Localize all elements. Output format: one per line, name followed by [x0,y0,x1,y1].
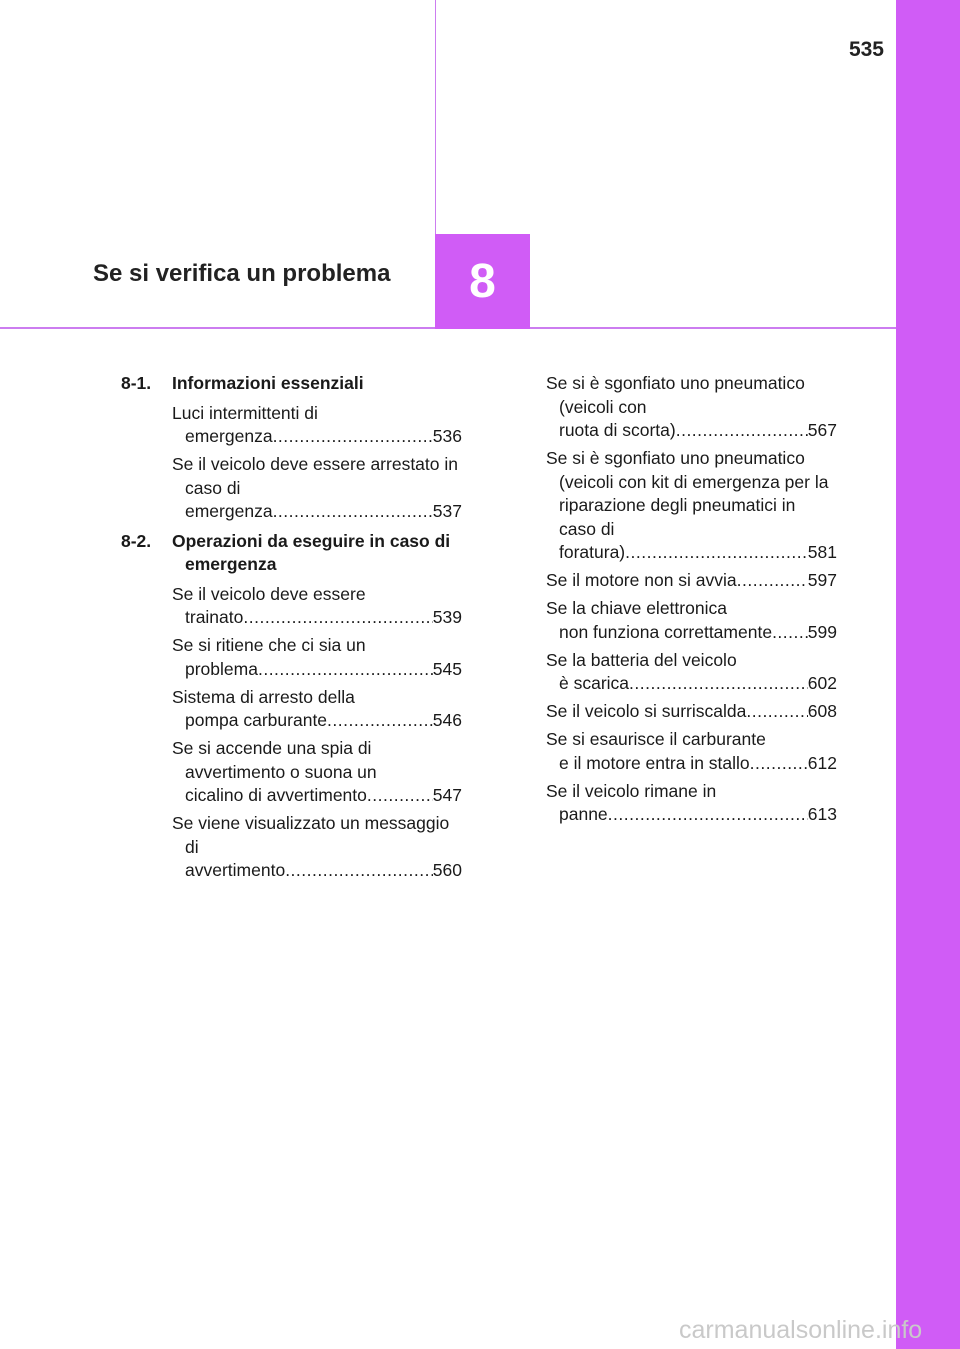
page-number: 535 [848,38,884,61]
toc-entry-line: Se la batteria del veicolo [546,649,737,670]
leader-dots [625,541,808,565]
toc-entry-line: Sistema di arresto della [172,686,355,707]
toc-entry-leader [172,784,462,808]
leader-dots [629,672,808,696]
toc-page-number: 546 [432,710,462,730]
toc-column-left [121,372,462,887]
toc-section-heading [121,530,462,577]
toc-entry-line: cicalino di avvertimento [185,785,367,805]
toc-entry-line: Se il veicolo deve essere [172,583,366,604]
toc-entry-leader [546,541,837,565]
leader-dots [258,658,433,682]
toc-entry-text [546,372,837,419]
toc-entry-leader [546,419,837,443]
toc-entry-line: Luci intermittenti di [172,402,318,423]
chapter-side-tab [896,0,960,1349]
toc-entry-line: messaggio di [185,813,450,857]
toc-entry-line: problema [185,658,258,679]
toc-entry-line: avvertimento o suona un [185,761,377,782]
toc-entry[interactable] [546,597,837,644]
toc-page-number: 547 [432,785,462,805]
toc-entry-line: pneumatico (veicoli con [559,373,805,417]
toc-entry[interactable] [546,569,837,593]
toc-entry-line: ruota di scorta) [559,420,676,440]
toc-section-heading [121,372,462,396]
toc-entry-leader [546,621,837,645]
toc-entry-leader [172,425,462,449]
toc-entry-leader [172,859,462,883]
toc-entry-line: riparazione degli [559,495,688,515]
toc-page-number: 539 [432,607,462,627]
toc-entry[interactable] [546,728,837,775]
toc-entry-line: Se si accende una spia di [172,738,372,758]
section-title: Operazioni da eseguire in caso di emergenza [172,530,451,574]
section-number: 8-2. [121,530,152,551]
leader-dots [772,621,808,645]
toc-page-number: 613 [807,804,837,824]
toc-entry-text [546,447,837,541]
toc-entry[interactable] [121,686,462,733]
toc-entry-line: panne [559,804,608,824]
toc-entry-leader [172,658,462,682]
chapter-number-box [435,234,530,329]
toc-page-number: 612 [807,752,837,773]
toc-entry-line: di emergenza per la [673,471,829,492]
toc-entry[interactable] [121,402,462,449]
leader-dots [746,700,807,724]
toc-entry-line: Se si esaurisce il carburante [546,729,766,749]
toc-entry[interactable] [121,737,462,808]
toc-entry-leader [172,709,462,733]
toc-entry-leader [546,803,837,827]
toc-entry[interactable] [121,453,462,524]
toc-entry[interactable] [546,780,837,827]
toc-entry-line: arrestato in caso di [185,454,458,498]
leader-dots [285,859,433,883]
leader-dots [273,500,433,524]
toc-entry-line: Se si ritiene che ci sia un [172,635,366,655]
toc-entry-line: Se il veicolo deve essere [172,454,366,474]
toc-entry-text [172,453,462,500]
toc-entry-leader [546,672,837,696]
toc-page-number: 599 [807,621,837,642]
toc-page-number: 560 [432,860,462,880]
toc-entry-leader [546,569,837,593]
toc-entry[interactable] [546,649,837,696]
section-number: 8-1. [121,373,152,393]
vertical-divider [435,0,436,234]
toc-entry-leader [172,606,462,630]
toc-entry-text [172,402,462,426]
toc-entry-line: è scarica [559,673,630,693]
toc-entry[interactable] [121,583,462,630]
toc-entry[interactable] [121,634,462,681]
toc-entry-text [172,686,462,710]
watermark: carmanualsonline.info [679,1316,923,1344]
toc-entry[interactable] [121,812,462,883]
toc-entry[interactable] [546,700,837,724]
toc-entry-line: emergenza [185,426,273,446]
toc-entry-text [172,634,462,658]
toc-entry-line: non funziona correttamente [559,621,773,642]
toc-entry-leader [546,752,837,776]
toc-entry-text [546,728,837,752]
chapter-number: 8 [469,255,496,308]
toc-entry-line: emergenza [185,501,273,521]
toc-entry-line: pompa carburante [185,710,328,730]
toc-entry-leader [546,700,837,724]
toc-entry-text [546,780,837,804]
leader-dots [737,569,808,593]
section-title: Informazioni essenziali [172,373,364,393]
toc-entry-line: Se viene visualizzato un [172,813,360,833]
toc-entry-line: Se il motore non si avvia [546,570,737,590]
toc-page-number: 597 [807,570,837,590]
toc-page-number: 545 [432,658,462,679]
toc-entry-text [172,583,462,607]
toc-entry-line: Se la chiave elettronica [546,598,727,618]
toc-page-number: 602 [807,673,837,693]
toc-entry-leader [172,500,462,524]
toc-entry-text [546,649,837,673]
toc-entry-text [546,597,837,621]
toc-page-number: 537 [432,501,462,521]
leader-dots [676,419,808,443]
toc-column-right [546,372,837,831]
toc-entry-line: foratura) [559,542,626,562]
leader-dots [367,784,433,808]
toc-page-number: 608 [807,701,837,721]
leader-dots [273,425,433,449]
leader-dots [243,606,432,630]
toc-page-number: 581 [807,542,837,562]
leader-dots [750,752,808,776]
toc-page-number: 567 [807,420,837,440]
leader-dots [608,803,808,827]
toc-entry-line: Se il veicolo rimane in [546,780,717,801]
toc-entry-line: pneumatici in caso di [559,495,796,539]
toc-entry-line: Se il veicolo si surriscalda [546,701,747,721]
toc-entry-text [172,812,462,859]
toc-entry[interactable] [546,372,837,443]
chapter-title: Se si verifica un problema [93,260,391,287]
toc-entry-line: avvertimento [185,860,286,880]
toc-entry-line: Se si è sgonfiato uno [546,448,710,468]
toc-entry-line: pneumatico (veicoli con kit [559,448,805,492]
toc-entry-line: Se si è sgonfiato uno [546,373,710,393]
toc-entry-text [172,737,462,784]
toc-entry-line: e il motore entra in stallo [559,752,750,773]
leader-dots [327,709,433,733]
toc-page-number: 536 [432,426,462,446]
toc-entry[interactable] [546,447,837,565]
toc-entry-line: trainato [185,607,244,627]
